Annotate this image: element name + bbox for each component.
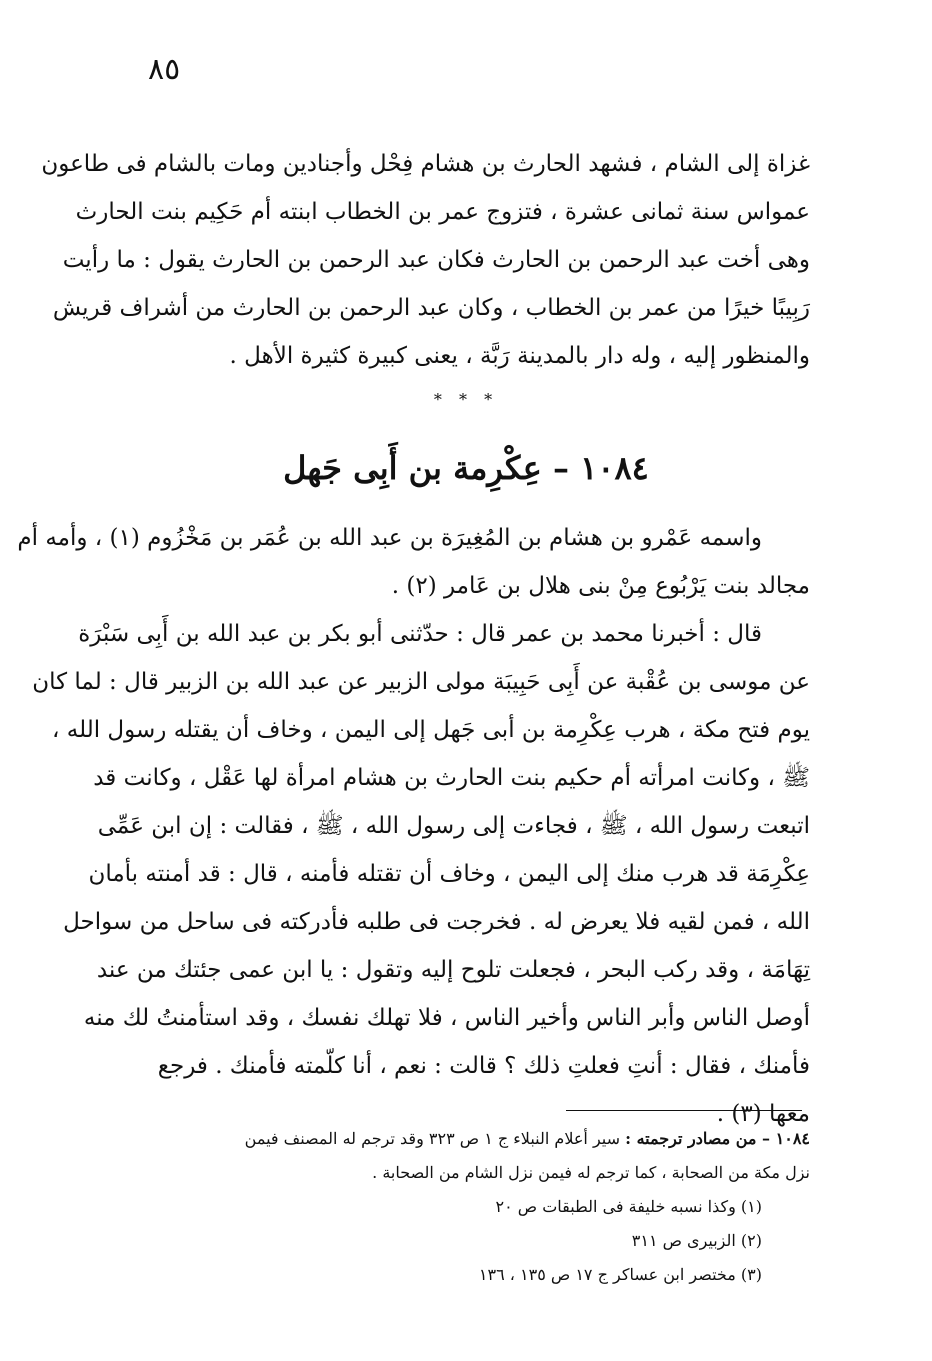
text-line: فأمنك ، فقال : أنتِ فعلتِ ذلك ؟ قالت : نعم ، أنا كلّمته فأمنك . فرجع [157,1053,810,1079]
text-line: وهى أخت عبد الرحمن بن الحارث فكان عبد الرحمن بن الحارث يقول : ما رأيت [62,247,810,273]
text-line: عن موسى بن عُقْبة عن أَبِى حَبِيبَة مولى الزبير عن عبد الله بن الزبير قال : لما كان [32,669,810,695]
intro-paragraph [17,514,810,610]
footnote-sources-text: سير أعلام النبلاء ج ١ ص ٣٢٣ وقد ترجم له المصنف فيمن [244,1129,621,1148]
section-separator: * * * [433,390,499,409]
continuation-paragraph [41,140,810,380]
text-line: غزاة إلى الشام ، فشهد الحارث بن هشام فِحْل وأجنادين ومات بالشام فى طاعون [41,151,810,177]
text-line: واسمه عَمْرو بن هشام بن المُغِيرَة بن عبد الله بن عُمَر بن مَخْزُوم (١) ، وأمه أم [17,525,762,551]
text-line: قال : أخبرنا محمد بن عمر قال : حدّثنى أبو بكر بن عبد الله بن أَبِى سَبْرَة [78,621,762,647]
text-line: الله ، فمن لقيه فلا يعرض له . فخرجت فى طلبه فأدركته فى ساحل من سواحل [63,909,810,935]
narration-paragraph [32,610,810,1138]
text-line: عمواس سنة ثمانى عشرة ، فتزوج عمر بن الخطاب ابنته أم حَكِيم بنت الحارث [75,199,810,225]
footnote-sources [104,1122,810,1156]
text-line: والمنظور إليه ، وله دار بالمدينة رَبَّة ، يعنى كبيرة كثيرة الأهل . [229,343,810,369]
footnote-sources-continuation: نزل مكة من الصحابة ، كما ترجم له فيمن نزل الشام من الصحابة . [372,1163,810,1182]
text-line: تِهَامَة ، وقد ركب البحر ، فجعلت تلوح إليه وتقول : يا ابن عمى جئتك من عند [96,957,810,983]
text-line: اتبعت رسول الله ، ﷺ ، فجاءت إلى رسول الله ، ﷺ ، فقالت : إن ابن عَمِّى [97,813,810,839]
page-number: ٨٥ [148,52,181,87]
footnote-sources-label: ١٠٨٤ – من مصادر ترجمته : [625,1129,810,1148]
text-line: مجالد بنت يَرْبُوع مِنْ بنى هلال بن عَامر (٢) . [391,573,810,599]
footnote-item: (٢) الزبيرى ص ٣١١ [631,1231,762,1250]
text-line: ﷺ ، وكانت امرأته أم حكيم بنت الحارث بن هشام امرأة لها عَقْل ، وكانت قد [93,765,810,791]
footnote-item: (١) وكذا نسبه خليفة فى الطبقات ص ٢٠ [495,1197,762,1216]
text-line: يوم فتح مكة ، هرب عِكْرِمة بن أبى جَهل إلى اليمن ، وخاف أن يقتله رسول الله ، [52,717,810,743]
footnote-divider [566,1110,802,1111]
footnote-item: (٣) مختصر ابن عساكر ج ١٧ ص ١٣٥ ، ١٣٦ [478,1265,762,1284]
footnotes [104,1122,810,1292]
text-line: عِكْرِمَة قد هرب منك إلى اليمن ، وخاف أن تقتله فأمنه ، قال : قد أمنته بأمان [88,861,810,887]
text-line: معها (٣) . [716,1101,810,1127]
entry-heading: ١٠٨٤ – عِكْرِمة بن أَبِى جَهل [283,449,649,487]
text-line: رَبِيبًا خيرًا من عمر بن الخطاب ، وكان عبد الرحمن بن الحارث من أشراف قريش [52,295,810,321]
text-line: أوصل الناس وأبر الناس وأخير الناس ، فلا تهلك نفسك ، وقد استأمنتُ لك منه [83,1005,810,1031]
